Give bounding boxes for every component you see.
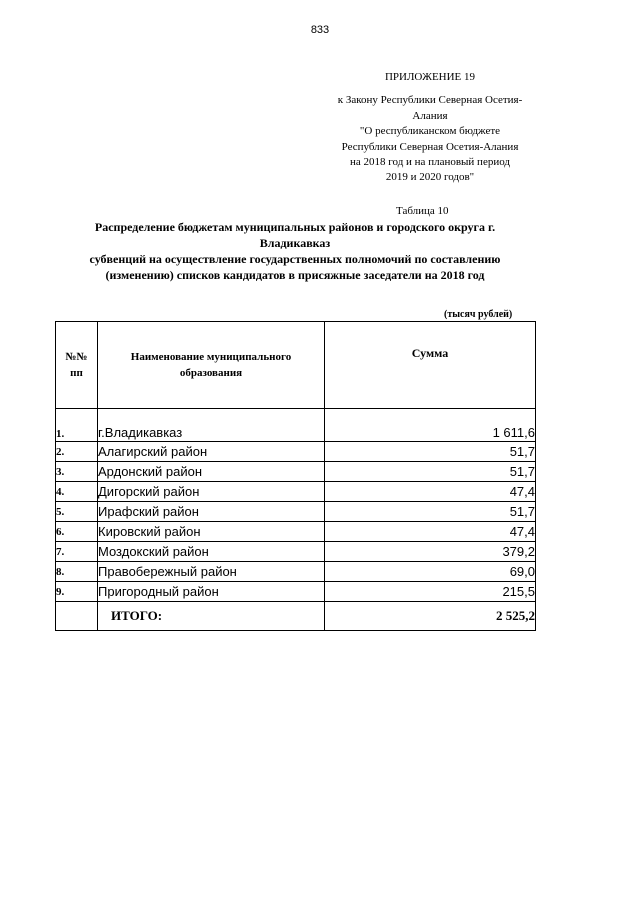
row-name: Ирафский район	[98, 502, 325, 522]
distribution-table	[55, 321, 536, 631]
table-row	[56, 502, 536, 522]
table-row	[56, 482, 536, 502]
table-row	[56, 409, 536, 442]
table-row	[56, 562, 536, 582]
total-row	[56, 602, 536, 631]
row-value: 1 611,6	[325, 409, 536, 442]
appendix-line: Алания	[412, 109, 448, 122]
row-name: Моздокский район	[98, 542, 325, 562]
table-row	[56, 442, 536, 462]
document-heading	[55, 219, 535, 283]
row-name: Кировский район	[98, 522, 325, 542]
row-number: 2.	[56, 442, 98, 462]
row-value: 379,2	[325, 542, 536, 562]
row-number: 7.	[56, 542, 98, 562]
appendix-title: ПРИЛОЖЕНИЕ 19	[384, 71, 476, 83]
header-name	[98, 322, 325, 409]
table-row	[56, 582, 536, 602]
page-number: 833	[310, 24, 330, 36]
appendix-line: к Закону Республики Северная Осетия-	[337, 94, 523, 107]
row-name: Дигорский район	[98, 482, 325, 502]
row-value: 51,7	[325, 442, 536, 462]
row-number: 4.	[56, 482, 98, 502]
appendix-block	[300, 70, 560, 186]
header-name-line: Наименование муниципального	[130, 351, 292, 363]
heading-line: субвенций на осуществление государственных полномочий по составлению	[89, 252, 501, 266]
table-row	[56, 522, 536, 542]
heading-line: Владикавказ	[259, 236, 331, 250]
table-row	[56, 462, 536, 482]
heading-line: (изменению) списков кандидатов в присяжные заседатели на 2018 год	[105, 268, 485, 282]
row-number: 1.	[56, 409, 98, 442]
row-value: 47,4	[325, 522, 536, 542]
row-number: 6.	[56, 522, 98, 542]
row-name: Правобережный район	[98, 562, 325, 582]
row-number: 8.	[56, 562, 98, 582]
units-label: (тысяч рублей)	[444, 309, 513, 320]
row-value: 69,0	[325, 562, 536, 582]
header-number-line: пп	[70, 367, 83, 379]
heading-line: Распределение бюджетам муниципальных районов и городского округа г.	[94, 220, 496, 234]
appendix-line: Республики Северная Осетия-Алания	[341, 140, 519, 153]
row-name: Пригородный район	[98, 582, 325, 602]
row-number: 5.	[56, 502, 98, 522]
table-label: Таблица 10	[396, 205, 449, 217]
total-value: 2 525,2	[325, 602, 536, 631]
row-name: г.Владикавказ	[98, 409, 325, 442]
row-number: 3.	[56, 462, 98, 482]
header-number-line: №№	[65, 351, 88, 363]
total-number-cell	[56, 602, 98, 631]
row-value: 215,5	[325, 582, 536, 602]
header-sum: Сумма	[325, 322, 536, 409]
header-number	[56, 322, 98, 409]
appendix-line: на 2018 год и на плановый период	[350, 156, 510, 169]
row-value: 51,7	[325, 462, 536, 482]
row-value: 47,4	[325, 482, 536, 502]
table-row	[56, 542, 536, 562]
row-name: Ардонский район	[98, 462, 325, 482]
appendix-line: "О республиканском бюджете	[359, 125, 501, 138]
row-number: 9.	[56, 582, 98, 602]
total-label: ИТОГО:	[98, 602, 325, 631]
row-name: Алагирский район	[98, 442, 325, 462]
appendix-line: 2019 и 2020 годов"	[385, 171, 475, 184]
row-value: 51,7	[325, 502, 536, 522]
table-header-row	[56, 322, 536, 409]
header-name-line: образования	[179, 367, 243, 379]
